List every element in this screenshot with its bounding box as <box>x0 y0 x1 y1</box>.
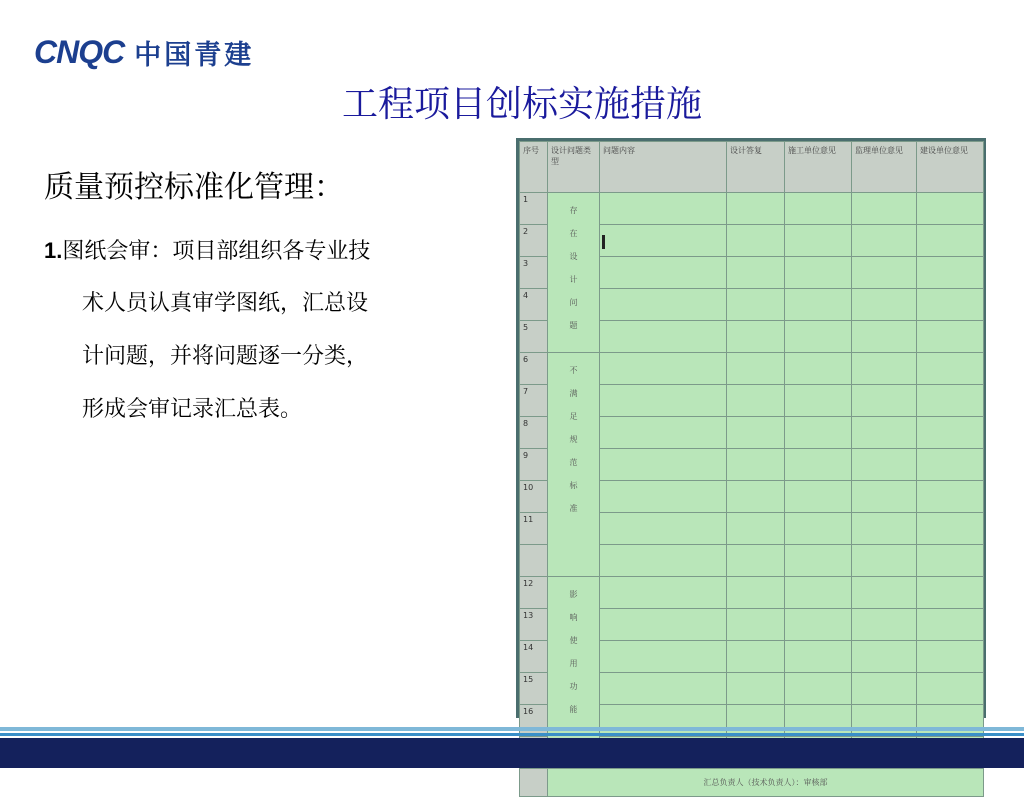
table-cell <box>727 257 785 289</box>
category-cell: 影 响 使 用 功 能 <box>548 577 600 769</box>
table-cell <box>917 385 984 417</box>
table-cell <box>727 417 785 449</box>
table-cell <box>785 289 852 321</box>
table-cell <box>785 257 852 289</box>
row-number-cell: 4 <box>520 289 548 321</box>
table-cell <box>917 673 984 705</box>
table-cell <box>852 321 917 353</box>
footer-stripe-light <box>0 727 1024 731</box>
table-cell <box>917 577 984 609</box>
table-cell <box>917 225 984 257</box>
table-cell <box>600 481 727 513</box>
table-cell <box>785 705 852 737</box>
table-cell <box>727 513 785 545</box>
row-number-cell: 13 <box>520 609 548 641</box>
table-cell <box>727 577 785 609</box>
table-cell <box>852 481 917 513</box>
table-cell <box>852 417 917 449</box>
row-number-cell: 9 <box>520 449 548 481</box>
table-row <box>520 577 984 609</box>
table-cell <box>852 289 917 321</box>
table-cell <box>917 705 984 737</box>
footer-blank-cell <box>520 769 548 797</box>
table-cell <box>852 449 917 481</box>
table-cell <box>917 641 984 673</box>
row-number-cell: 16 <box>520 705 548 737</box>
table-cell <box>917 193 984 225</box>
table-cell <box>852 673 917 705</box>
table-footer-row <box>520 769 984 797</box>
row-number-cell: 12 <box>520 577 548 609</box>
row-number-cell: 11 <box>520 513 548 545</box>
table-cell <box>600 193 727 225</box>
table-cell <box>917 449 984 481</box>
table-cell <box>852 385 917 417</box>
body-line-2: 术人员认真审学图纸，汇总设 <box>82 291 369 316</box>
header-cell: 设计答复 <box>727 142 785 193</box>
footer-stripe-blue <box>0 733 1024 736</box>
table-cell <box>600 321 727 353</box>
footer-bar <box>0 738 1024 768</box>
table-cell <box>785 321 852 353</box>
text-cursor <box>602 235 605 249</box>
body-line-1 <box>44 228 494 281</box>
row-number-cell: 14 <box>520 641 548 673</box>
table-cell <box>727 225 785 257</box>
item-number: 1. <box>44 238 63 263</box>
table-cell <box>785 545 852 577</box>
table-cell <box>727 321 785 353</box>
table-cell <box>852 641 917 673</box>
table-cell <box>852 609 917 641</box>
table-cell <box>727 193 785 225</box>
table-cell <box>852 545 917 577</box>
table-cell <box>785 225 852 257</box>
table-cell <box>600 385 727 417</box>
table-cell <box>852 193 917 225</box>
table-cell <box>600 225 727 257</box>
body-line-4: 形成会审记录汇总表。 <box>82 397 303 422</box>
table-cell <box>785 641 852 673</box>
table-cell <box>852 705 917 737</box>
table-cell <box>600 609 727 641</box>
table-footer-note: 汇总负责人（技术负责人）：审核部 <box>548 769 984 797</box>
table-cell <box>785 449 852 481</box>
logo-mark: CNQC <box>34 33 125 70</box>
table-cell <box>600 545 727 577</box>
table-cell <box>600 673 727 705</box>
table-row <box>520 193 984 225</box>
row-number-cell: 7 <box>520 385 548 417</box>
header-cell: 设计问题类型 <box>548 142 600 193</box>
table-cell <box>785 513 852 545</box>
row-number-cell: 6 <box>520 353 548 385</box>
table-cell <box>785 353 852 385</box>
table-cell <box>917 257 984 289</box>
logo-name: 中国青建 <box>134 39 255 71</box>
table-cell <box>600 289 727 321</box>
table-cell <box>727 545 785 577</box>
table-cell <box>600 513 727 545</box>
table-cell <box>727 609 785 641</box>
table-cell <box>727 705 785 737</box>
table-cell <box>785 609 852 641</box>
row-number-cell <box>520 545 548 577</box>
header-cell: 序号 <box>520 142 548 193</box>
table-cell <box>785 193 852 225</box>
table-cell <box>852 225 917 257</box>
review-summary-table <box>516 138 986 787</box>
table-cell <box>600 577 727 609</box>
header-cell: 监理单位意见 <box>852 142 917 193</box>
table-cell <box>917 481 984 513</box>
table-cell <box>600 417 727 449</box>
body-paragraph <box>44 228 494 440</box>
table-cell <box>917 289 984 321</box>
category-cell: 不 满 足 规 范 标 准 <box>548 353 600 577</box>
table-cell <box>852 513 917 545</box>
table-cell <box>917 321 984 353</box>
table-cell <box>852 257 917 289</box>
table-cell <box>785 417 852 449</box>
table-cell <box>600 353 727 385</box>
table-cell <box>917 353 984 385</box>
table-cell <box>785 481 852 513</box>
row-number-cell: 1 <box>520 193 548 225</box>
table-cell <box>785 673 852 705</box>
table-cell <box>727 481 785 513</box>
table-row <box>520 353 984 385</box>
row-number-cell: 2 <box>520 225 548 257</box>
table-cell <box>727 641 785 673</box>
table-cell <box>727 289 785 321</box>
table-cell <box>917 417 984 449</box>
table-cell <box>727 353 785 385</box>
table-cell <box>727 449 785 481</box>
row-number-cell: 8 <box>520 417 548 449</box>
row-number-cell: 15 <box>520 673 548 705</box>
slide-title: 工程项目创标实施措施 <box>341 84 702 125</box>
row-number-cell: 3 <box>520 257 548 289</box>
table-cell <box>785 385 852 417</box>
header-cell: 问题内容 <box>600 142 727 193</box>
table-cell <box>727 673 785 705</box>
table-cell <box>917 513 984 545</box>
category-cell: 存 在 设 计 问 题 <box>548 193 600 353</box>
table-cell <box>852 353 917 385</box>
table-cell <box>917 545 984 577</box>
company-logo <box>34 32 254 72</box>
table-cell <box>727 385 785 417</box>
table-cell <box>852 577 917 609</box>
table-cell <box>785 577 852 609</box>
table-cell <box>600 705 727 737</box>
table-cell <box>917 609 984 641</box>
body-line-1-text: 图纸会审：项目部组织各专业技 <box>62 239 371 264</box>
table-cell <box>600 641 727 673</box>
row-number-cell: 10 <box>520 481 548 513</box>
table-header-row <box>520 142 984 193</box>
table-cell <box>600 257 727 289</box>
row-number-cell: 5 <box>520 321 548 353</box>
header-cell: 建设单位意见 <box>917 142 984 193</box>
table-cell <box>600 449 727 481</box>
section-subtitle: 质量预控标准化管理： <box>44 170 344 205</box>
header-cell: 施工单位意见 <box>785 142 852 193</box>
body-line-3: 计问题，并将问题逐一分类， <box>82 344 369 369</box>
